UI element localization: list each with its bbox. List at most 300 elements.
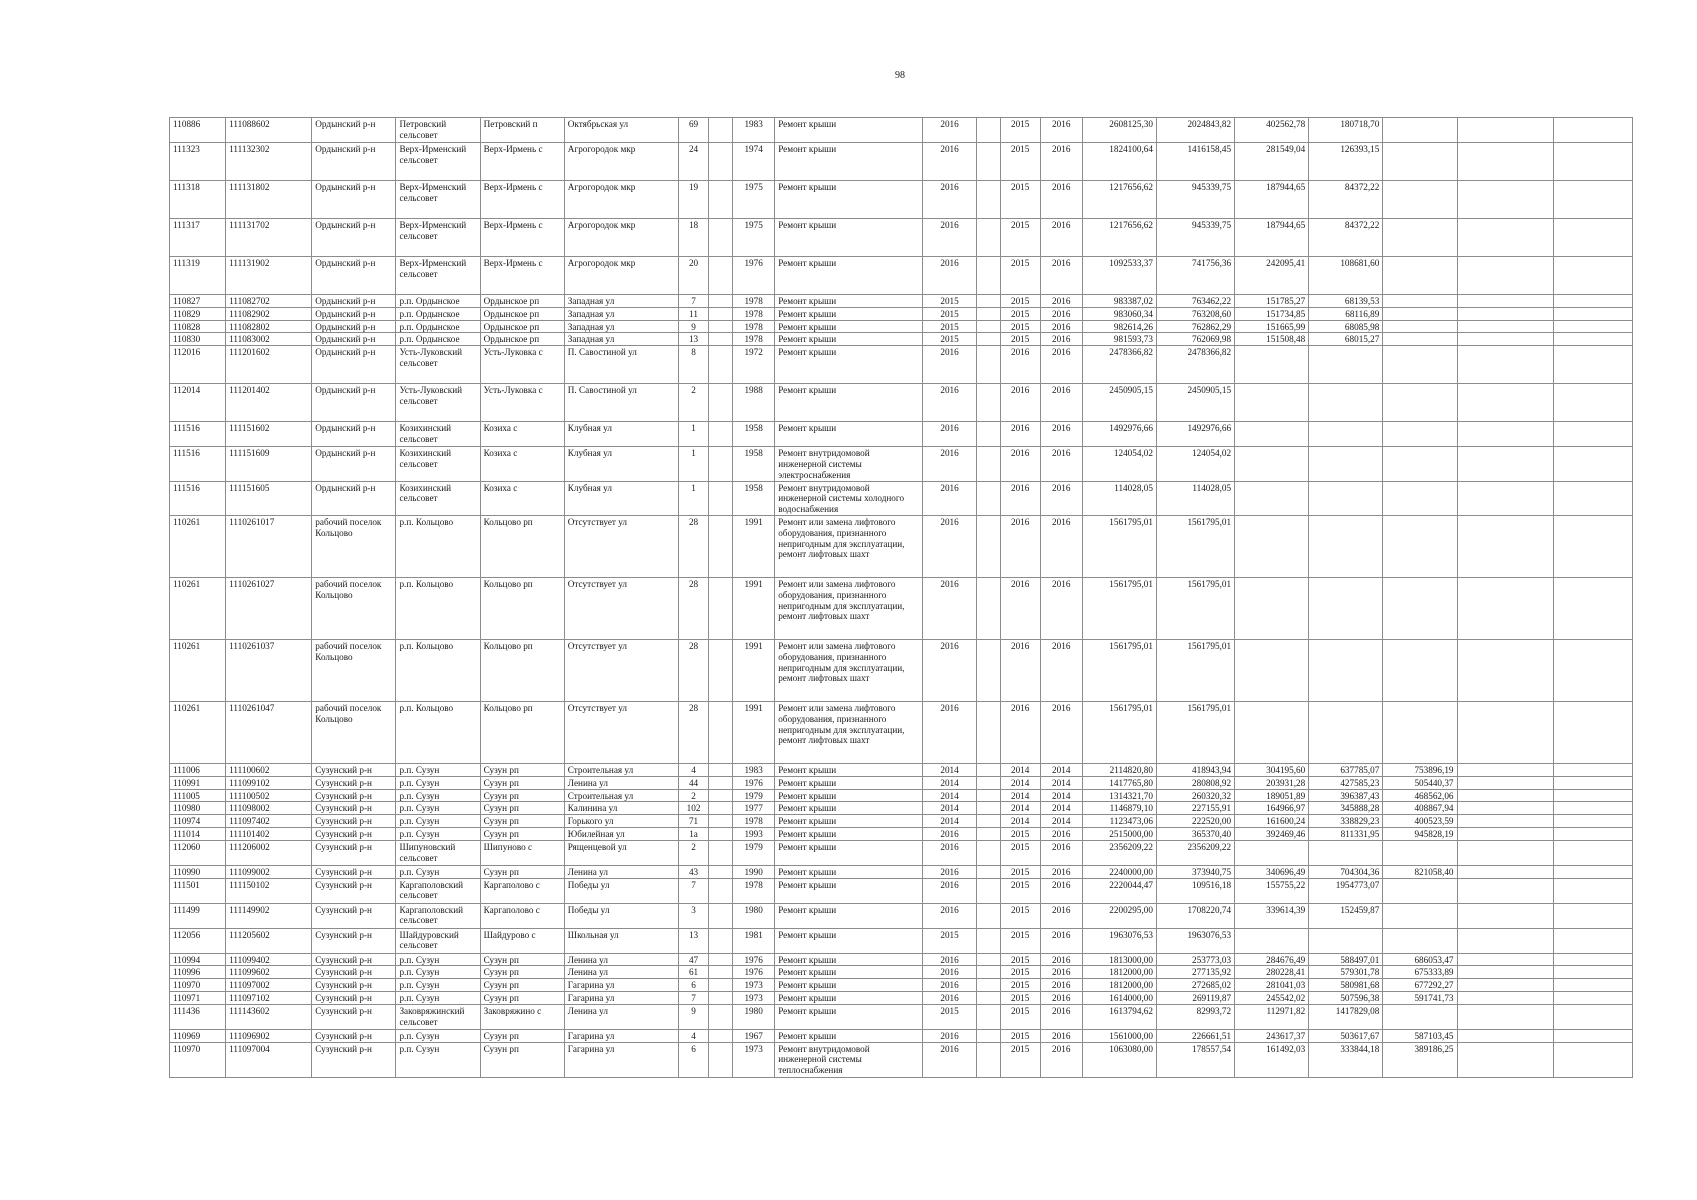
table-cell: 2015 (923, 1004, 976, 1029)
table-cell: 2016 (923, 384, 976, 422)
table-cell: 1963076,53 (1156, 928, 1234, 953)
table-cell (1553, 1042, 1632, 1077)
table-cell: 151508,48 (1235, 333, 1309, 346)
table-cell: 1958 (733, 422, 775, 447)
table-cell: Ремонт или замена лифтового оборудования, признанного непригодным для эксплуатации, ремонт лифтовых шахт (775, 639, 923, 701)
table-cell: 418943,94 (1156, 763, 1234, 776)
table-cell: Козиха с (480, 422, 564, 447)
table-cell: 945828,19 (1383, 827, 1457, 840)
table-cell (709, 515, 733, 577)
table-cell: Агрогородок мкр (564, 257, 678, 295)
table-cell: 269119,87 (1156, 991, 1234, 1004)
table-cell: Шайдуровский сельсовет (396, 928, 480, 953)
table-cell: Отсутствует ул (564, 515, 678, 577)
table-cell: 1217656,62 (1082, 181, 1156, 219)
table-cell: 281041,03 (1235, 979, 1309, 992)
table-cell: 340696,49 (1235, 865, 1309, 878)
table-cell (1457, 840, 1553, 865)
table-cell: 84372,22 (1309, 181, 1383, 219)
table-cell: Сузун рп (480, 1042, 564, 1077)
table-cell (1457, 1004, 1553, 1029)
table-cell: 1812000,00 (1082, 979, 1156, 992)
table-cell: 503617,67 (1309, 1029, 1383, 1042)
table-cell: Ордынский р-н (312, 422, 396, 447)
table-cell: Шайдурово с (480, 928, 564, 953)
table-cell: 2015 (923, 928, 976, 953)
table-cell: Ремонт крыши (775, 295, 923, 308)
table-cell (1309, 515, 1383, 577)
table-cell: Кольцово рп (480, 515, 564, 577)
table-cell (976, 143, 1000, 181)
table-cell: 2014 (923, 789, 976, 802)
table-cell: Сузунский р-н (312, 1042, 396, 1077)
table-cell (976, 789, 1000, 802)
table-cell: 1561795,01 (1156, 515, 1234, 577)
table-cell: Ордынский р-н (312, 219, 396, 257)
table-cell: 2016 (923, 701, 976, 763)
table-row (170, 789, 1633, 802)
table-cell: 2016 (923, 481, 976, 515)
table-cell: 2015 (1000, 181, 1040, 219)
table-cell: 68085,98 (1309, 320, 1383, 333)
table-cell: 365370,40 (1156, 827, 1234, 840)
table-cell: 2015 (1000, 865, 1040, 878)
table-cell: Сузунский р-н (312, 1029, 396, 1042)
table-cell: 427585,23 (1309, 776, 1383, 789)
table-cell: Сузун рп (480, 1029, 564, 1042)
table-cell (1383, 928, 1457, 953)
table-cell (1235, 701, 1309, 763)
table-cell: 2014 (1040, 802, 1082, 815)
table-row (170, 802, 1633, 815)
table-cell: 284676,49 (1235, 953, 1309, 966)
table-cell: р.п. Сузун (396, 763, 480, 776)
table-cell: Ленина ул (564, 865, 678, 878)
table-cell (1553, 422, 1632, 447)
table-cell: 2016 (1000, 346, 1040, 384)
table-cell (1309, 422, 1383, 447)
table-cell (709, 295, 733, 308)
table-cell (1457, 701, 1553, 763)
table-row (170, 384, 1633, 422)
table-cell (1383, 320, 1457, 333)
table-cell (709, 1029, 733, 1042)
table-cell: 983387,02 (1082, 295, 1156, 308)
table-cell: 2014 (1040, 776, 1082, 789)
table-cell (976, 979, 1000, 992)
table-cell: Сузунский р-н (312, 776, 396, 789)
table-cell: 2016 (1040, 979, 1082, 992)
table-cell (976, 346, 1000, 384)
table-cell: 180718,70 (1309, 118, 1383, 143)
table-row (170, 181, 1633, 219)
table-cell: 68139,53 (1309, 295, 1383, 308)
table-cell: 2014 (1040, 763, 1082, 776)
table-cell: 108681,60 (1309, 257, 1383, 295)
table-cell: Сузунский р-н (312, 953, 396, 966)
table-cell: 3 (679, 903, 709, 928)
table-cell: р.п. Ордынское (396, 307, 480, 320)
table-cell: Ордынский р-н (312, 307, 396, 320)
table-cell: Верх-Ирмень с (480, 181, 564, 219)
table-cell: 2 (679, 789, 709, 802)
table-cell: р.п. Ордынское (396, 295, 480, 308)
table-cell: 111501 (170, 878, 226, 903)
table-cell: 1973 (733, 1042, 775, 1077)
table-cell: 112016 (170, 346, 226, 384)
table-cell: 1980 (733, 1004, 775, 1029)
table-cell: 111101402 (226, 827, 312, 840)
table-cell (1235, 840, 1309, 865)
table-cell: 677292,27 (1383, 979, 1457, 992)
table-cell: 2015 (1000, 928, 1040, 953)
table-cell (709, 346, 733, 384)
table-cell: Западная ул (564, 295, 678, 308)
table-cell: Рященцевой ул (564, 840, 678, 865)
table-cell: 111082902 (226, 307, 312, 320)
table-cell (1553, 840, 1632, 865)
table-cell: 2014 (1000, 815, 1040, 828)
table-cell: 111151609 (226, 447, 312, 481)
table-cell: 110828 (170, 320, 226, 333)
table-cell: 1614000,00 (1082, 991, 1156, 1004)
table-cell (1309, 346, 1383, 384)
table-cell: Ордынский р-н (312, 481, 396, 515)
table-row (170, 815, 1633, 828)
table-cell: Ремонт или замена лифтового оборудования, признанного непригодным для эксплуатации, ремонт лифтовых шахт (775, 515, 923, 577)
table-cell: 396387,43 (1309, 789, 1383, 802)
table-cell: Ордынский р-н (312, 333, 396, 346)
table-row (170, 295, 1633, 308)
table-cell: 2015 (1000, 307, 1040, 320)
table-cell: р.п. Сузун (396, 1029, 480, 1042)
table-cell: Сузун рп (480, 991, 564, 1004)
table-cell: Шипуновский сельсовет (396, 840, 480, 865)
table-cell: 2016 (1000, 701, 1040, 763)
table-cell: 1974 (733, 143, 775, 181)
table-cell: 1978 (733, 307, 775, 320)
table-cell: 2015 (1000, 903, 1040, 928)
table-cell: 2016 (1000, 384, 1040, 422)
table-cell: Сузунский р-н (312, 789, 396, 802)
table-row (170, 481, 1633, 515)
table-cell: 505440,37 (1383, 776, 1457, 789)
table-cell: 2016 (1040, 181, 1082, 219)
table-cell (709, 701, 733, 763)
table-cell: Юбилейная ул (564, 827, 678, 840)
table-cell: 280228,41 (1235, 966, 1309, 979)
table-cell (1235, 346, 1309, 384)
table-cell: 82993,72 (1156, 1004, 1234, 1029)
table-cell: 227155,91 (1156, 802, 1234, 815)
table-cell: Верх-Ирмень с (480, 257, 564, 295)
table-cell: 110261 (170, 515, 226, 577)
table-cell (709, 789, 733, 802)
table-cell: 47 (679, 953, 709, 966)
table-cell: Ремонт крыши (775, 953, 923, 966)
table-cell: 243617,37 (1235, 1029, 1309, 1042)
table-row (170, 143, 1633, 181)
table-cell: 2016 (1000, 422, 1040, 447)
table-cell: Ордынский р-н (312, 346, 396, 384)
table-cell: 686053,47 (1383, 953, 1457, 966)
table-cell: 1613794,62 (1082, 1004, 1156, 1029)
table-cell (1553, 1004, 1632, 1029)
table-cell: Ремонт крыши (775, 307, 923, 320)
table-cell: 2016 (923, 840, 976, 865)
table-cell (976, 953, 1000, 966)
table-cell (709, 422, 733, 447)
table-cell (709, 118, 733, 143)
table-cell: Ремонт крыши (775, 991, 923, 1004)
table-cell: Ремонт крыши (775, 815, 923, 828)
table-cell: 637785,07 (1309, 763, 1383, 776)
table-cell: 1978 (733, 295, 775, 308)
table-cell: 1983 (733, 118, 775, 143)
table-cell: 579301,78 (1309, 966, 1383, 979)
table-cell (976, 481, 1000, 515)
table-cell: 675333,89 (1383, 966, 1457, 979)
table-cell (1235, 577, 1309, 639)
table-cell: 2016 (1040, 865, 1082, 878)
table-cell: р.п. Сузун (396, 827, 480, 840)
table-cell: Усть-Луковка с (480, 346, 564, 384)
table-cell: 9 (679, 320, 709, 333)
table-cell (1235, 515, 1309, 577)
table-cell (709, 865, 733, 878)
table-cell: Сузун рп (480, 827, 564, 840)
table-cell: Ремонт внутридомовой инженерной системы электроснабжения (775, 447, 923, 481)
table-cell (1457, 515, 1553, 577)
table-cell: 1063080,00 (1082, 1042, 1156, 1077)
table-cell: Сузунский р-н (312, 966, 396, 979)
table-cell (976, 422, 1000, 447)
table-cell (976, 295, 1000, 308)
table-cell: 2014 (923, 815, 976, 828)
table-cell: 587103,45 (1383, 1029, 1457, 1042)
table-cell: 69 (679, 118, 709, 143)
table-cell: 6 (679, 1042, 709, 1077)
table-cell (976, 1004, 1000, 1029)
table-cell: 2478366,82 (1156, 346, 1234, 384)
table-cell (1309, 481, 1383, 515)
table-cell: 821058,40 (1383, 865, 1457, 878)
table-cell: П. Савостиной ул (564, 384, 678, 422)
table-cell: 1958 (733, 447, 775, 481)
table-cell: 112014 (170, 384, 226, 422)
table-cell: 112971,82 (1235, 1004, 1309, 1029)
table-cell (1457, 447, 1553, 481)
table-cell: 2016 (1040, 903, 1082, 928)
table-cell: 2016 (1040, 422, 1082, 447)
table-cell: Западная ул (564, 307, 678, 320)
table-cell: 2014 (923, 802, 976, 815)
table-cell (1457, 577, 1553, 639)
table-cell: Сузун рп (480, 776, 564, 789)
table-cell: 68015,27 (1309, 333, 1383, 346)
table-cell: 28 (679, 639, 709, 701)
table-cell: 111097402 (226, 815, 312, 828)
table-cell (976, 1042, 1000, 1077)
table-cell (1457, 865, 1553, 878)
table-cell (1457, 295, 1553, 308)
table-cell: 2015 (1000, 878, 1040, 903)
table-cell: Козихинский сельсовет (396, 422, 480, 447)
table-cell: 2016 (923, 639, 976, 701)
table-row (170, 991, 1633, 1004)
table-cell: 2016 (1040, 966, 1082, 979)
table-cell (1553, 295, 1632, 308)
table-cell (1553, 447, 1632, 481)
table-cell: 1417829,08 (1309, 1004, 1383, 1029)
table-cell (1553, 776, 1632, 789)
table-cell: 110830 (170, 333, 226, 346)
table-cell: 983060,34 (1082, 307, 1156, 320)
table-cell (1457, 181, 1553, 219)
table-cell: 981593,73 (1082, 333, 1156, 346)
table-cell (709, 320, 733, 333)
table-cell (976, 928, 1000, 953)
table-cell (976, 878, 1000, 903)
table-cell: Ремонт или замена лифтового оборудования, признанного непригодным для эксплуатации, ремонт лифтовых шахт (775, 701, 923, 763)
table-cell: 408867,94 (1383, 802, 1457, 815)
table-cell: Ленина ул (564, 953, 678, 966)
table-cell: 28 (679, 577, 709, 639)
table-cell: 1991 (733, 515, 775, 577)
table-cell (1383, 840, 1457, 865)
table-cell (709, 219, 733, 257)
table-cell: Козихинский сельсовет (396, 481, 480, 515)
table-cell (976, 447, 1000, 481)
table-cell: 226661,51 (1156, 1029, 1234, 1042)
table-cell: 2016 (923, 143, 976, 181)
table-cell: Ремонт крыши (775, 257, 923, 295)
table-cell: 161600,24 (1235, 815, 1309, 828)
table-cell: 2200295,00 (1082, 903, 1156, 928)
table-cell (1309, 447, 1383, 481)
table-cell: 111131802 (226, 181, 312, 219)
table-cell (709, 333, 733, 346)
table-cell: 110971 (170, 991, 226, 1004)
table-cell: 111082802 (226, 320, 312, 333)
table-cell: 2015 (923, 307, 976, 320)
table-cell: 945339,75 (1156, 219, 1234, 257)
table-cell: 1991 (733, 701, 775, 763)
table-cell: 1973 (733, 991, 775, 1004)
table-cell (1553, 333, 1632, 346)
table-cell: Сузунский р-н (312, 979, 396, 992)
table-cell: 2015 (1000, 991, 1040, 1004)
table-cell: Верх-Ирмень с (480, 219, 564, 257)
table-row (170, 515, 1633, 577)
table-cell: 402562,78 (1235, 118, 1309, 143)
table-cell (1553, 815, 1632, 828)
table-cell: 110996 (170, 966, 226, 979)
table-cell: Клубная ул (564, 422, 678, 447)
table-row (170, 763, 1633, 776)
table-cell: Ордынский р-н (312, 118, 396, 143)
table-cell: Ремонт крыши (775, 333, 923, 346)
table-cell: 1978 (733, 320, 775, 333)
table-cell: 24 (679, 143, 709, 181)
table-cell: 1092533,37 (1082, 257, 1156, 295)
table-cell: 2016 (1040, 320, 1082, 333)
table-cell: 2016 (1040, 1029, 1082, 1042)
table-cell: 2016 (1040, 219, 1082, 257)
table-cell: 111516 (170, 447, 226, 481)
table-cell (709, 143, 733, 181)
table-cell: 281549,04 (1235, 143, 1309, 181)
table-cell: 2016 (923, 878, 976, 903)
table-cell (1553, 346, 1632, 384)
table-cell (1235, 928, 1309, 953)
table-cell: Верх-Ирменский сельсовет (396, 257, 480, 295)
table-cell: р.п. Ордынское (396, 320, 480, 333)
table-cell (709, 181, 733, 219)
table-cell: 2016 (1040, 118, 1082, 143)
table-cell: 2016 (923, 1042, 976, 1077)
table-cell: 152459,87 (1309, 903, 1383, 928)
table-cell: 28 (679, 701, 709, 763)
table-cell: рабочий поселок Кольцово (312, 577, 396, 639)
table-cell (709, 991, 733, 1004)
table-cell: Ремонт крыши (775, 928, 923, 953)
table-cell: 111131902 (226, 257, 312, 295)
table-cell: рабочий поселок Кольцово (312, 639, 396, 701)
table-cell: 111319 (170, 257, 226, 295)
table-cell: 762862,29 (1156, 320, 1234, 333)
table-cell: Сузунский р-н (312, 928, 396, 953)
table-cell (976, 903, 1000, 928)
table-row (170, 1042, 1633, 1077)
table-cell: 2608125,30 (1082, 118, 1156, 143)
table-cell: 2016 (923, 991, 976, 1004)
table-cell (976, 577, 1000, 639)
table-cell: 580981,68 (1309, 979, 1383, 992)
table-cell (1383, 307, 1457, 320)
table-cell: 1976 (733, 776, 775, 789)
table-cell: 2016 (923, 257, 976, 295)
table-cell: Заковряжинский сельсовет (396, 1004, 480, 1029)
table-cell: Ордынский р-н (312, 447, 396, 481)
table-cell: 1979 (733, 789, 775, 802)
table-cell: 2016 (1040, 515, 1082, 577)
table-cell: рабочий поселок Кольцово (312, 701, 396, 763)
table-cell: Строительная ул (564, 789, 678, 802)
table-row (170, 928, 1633, 953)
table-cell: 588497,01 (1309, 953, 1383, 966)
table-cell (1457, 333, 1553, 346)
table-cell: р.п. Кольцово (396, 639, 480, 701)
table-cell: Ордынский р-н (312, 143, 396, 181)
table-cell (1235, 422, 1309, 447)
table-cell: 2015 (1000, 257, 1040, 295)
table-cell: Козихинский сельсовет (396, 447, 480, 481)
table-cell: Ремонт крыши (775, 118, 923, 143)
table-cell: 7 (679, 295, 709, 308)
table-cell (976, 701, 1000, 763)
table-cell (709, 257, 733, 295)
table-cell: 1967 (733, 1029, 775, 1042)
table-cell: Ремонт крыши (775, 776, 923, 789)
table-cell: р.п. Сузун (396, 802, 480, 815)
table-row (170, 953, 1633, 966)
table-cell: 4 (679, 1029, 709, 1042)
table-cell: Агрогородок мкр (564, 219, 678, 257)
table-row (170, 118, 1633, 143)
table-cell: Клубная ул (564, 481, 678, 515)
table-cell (709, 776, 733, 789)
